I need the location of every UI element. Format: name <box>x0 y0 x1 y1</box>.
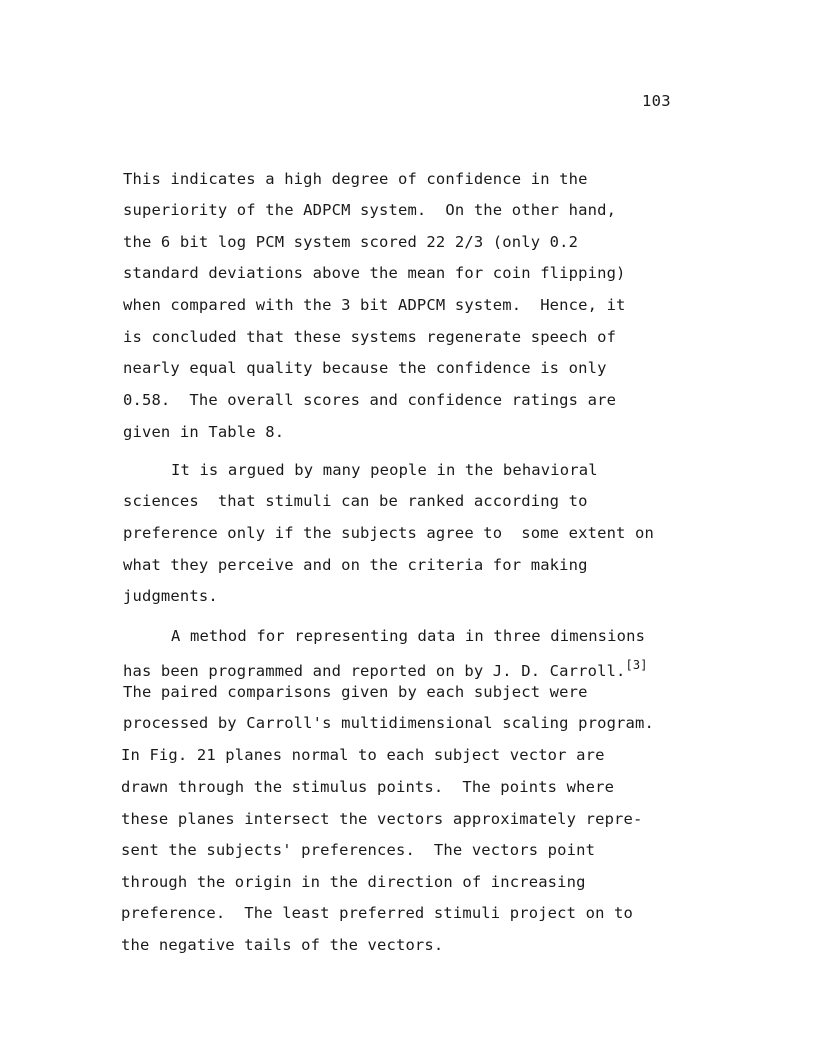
text-line: sciences that stimuli can be ranked according to <box>123 492 588 510</box>
text-line: sent the subjects' preferences. The vectors point <box>121 841 596 859</box>
text-line: processed by Carroll's multidimensional scaling program. <box>123 714 654 732</box>
text-line: standard deviations above the mean for coin flipping) <box>123 264 626 282</box>
page-number: 103 <box>642 92 671 110</box>
text-line: given in Table 8. <box>123 423 285 441</box>
text-line: is concluded that these systems regenerate speech of <box>123 328 617 346</box>
text-line: the 6 bit log PCM system scored 22 2/3 (only 0.2 <box>123 233 579 251</box>
text-line: when compared with the 3 bit ADPCM system. Hence, it <box>123 296 626 314</box>
text-line: drawn through the stimulus points. The points where <box>121 778 615 796</box>
text-line: A method for representing data in three dimensions <box>171 627 646 645</box>
text-line: preference. The least preferred stimuli project on to <box>121 904 634 922</box>
text-line: 0.58. The overall scores and confidence ratings are <box>123 391 617 409</box>
text-line: superiority of the ADPCM system. On the other hand, <box>123 201 617 219</box>
text-line-content: has been programmed and reported on by J. D. Carroll. <box>123 662 626 680</box>
text-line: through the origin in the direction of increasing <box>121 873 586 891</box>
text-line: what they perceive and on the criteria for making <box>123 556 588 574</box>
text-line: In Fig. 21 planes normal to each subject vector are <box>121 746 605 764</box>
text-line: This indicates a high degree of confidence in the <box>123 170 588 188</box>
text-line: It is argued by many people in the behavioral <box>171 461 598 479</box>
text-line: The paired comparisons given by each subject were <box>123 683 588 701</box>
text-line: judgments. <box>123 587 218 605</box>
text-line: these planes intersect the vectors approximately repre- <box>121 810 643 828</box>
citation-reference: [3] <box>625 658 648 672</box>
text-line: preference only if the subjects agree to some extent on <box>123 524 654 542</box>
text-line: the negative tails of the vectors. <box>121 936 444 954</box>
text-line <box>123 658 648 680</box>
text-line: nearly equal quality because the confidence is only <box>123 359 607 377</box>
